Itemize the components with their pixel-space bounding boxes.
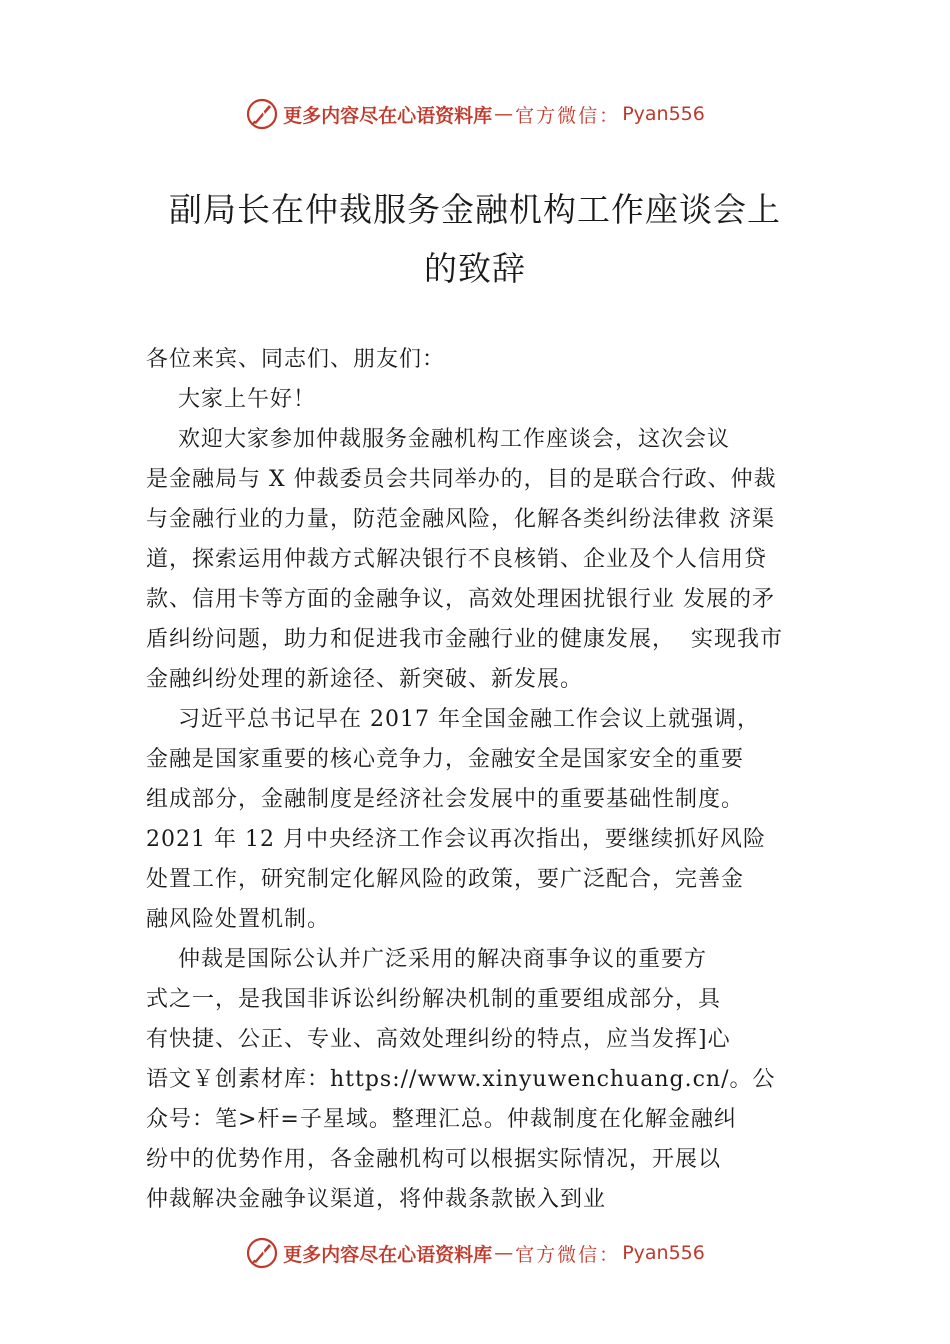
footer-banner	[0, 1235, 950, 1271]
document-title	[0, 180, 950, 298]
body-line: 盾纠纷问题，助力和促进我市金融行业的健康发展， 实现我市	[146, 627, 783, 652]
body-line: 与金融行业的力量，防范金融风险，化解各类纠纷法律救 济渠	[146, 507, 775, 532]
banner-brand: 更多内容尽在心语资料库	[283, 1243, 493, 1266]
document-body	[146, 340, 836, 1220]
banner-wechat-label: 官方微信：	[515, 1243, 621, 1266]
body-line: 金融纠纷处理的新途径、新突破、新发展。	[146, 667, 584, 692]
banner-brand: 更多内容尽在心语资料库	[283, 104, 493, 127]
body-line: 处置工作，研究制定化解风险的政策，要广泛配合，完善金	[146, 867, 745, 892]
body-line: 道，探索运用仲裁方式解决银行不良核销、企业及个人信用贷	[146, 547, 768, 572]
body-line: 各位来宾、同志们、朋友们：	[146, 347, 446, 372]
body-line: 众号：笔>杆=子星域。整理汇总。仲裁制度在化解金融纠	[146, 1107, 737, 1132]
banner-separator: —	[494, 1242, 514, 1264]
body-line: 是金融局与 X 仲裁委员会共同举办的，目的是联合行政、仲裁	[146, 467, 777, 492]
body-line: 组成部分，金融制度是经济社会发展中的重要基础性制度。	[146, 787, 745, 812]
banner-account: Pyan556	[622, 103, 705, 125]
body-line: 式之一，是我国非诉讼纠纷解决机制的重要组成部分，具	[146, 987, 722, 1012]
body-line: 纷中的优势作用，各金融机构可以根据实际情况，开展以	[146, 1147, 722, 1172]
quill-logo-icon	[245, 1236, 279, 1270]
body-line: 有快捷、公正、专业、高效处理纠纷的特点，应当发挥]心	[146, 1027, 731, 1052]
body-line: 2021 年 12 月中央经济工作会议再次指出，要继续抓好风险	[146, 827, 766, 852]
title-line-1: 副局长在仲裁服务金融机构工作座谈会上	[169, 190, 781, 229]
body-line: 金融是国家重要的核心竞争力，金融安全是国家安全的重要	[146, 747, 745, 772]
title-line-2: 的致辞	[424, 249, 526, 288]
body-line: 欢迎大家参加仲裁服务金融机构工作座谈会，这次会议	[146, 427, 730, 452]
quill-logo-icon	[245, 97, 279, 131]
body-line: 融风险处置机制。	[146, 907, 331, 932]
banner-separator: —	[494, 103, 514, 125]
body-line: 大家上午好！	[146, 387, 316, 412]
body-line: 仲裁解决金融争议渠道，将仲裁条款嵌入到业	[146, 1187, 607, 1212]
body-line: 习近平总书记早在 2017 年全国金融工作会议上就强调，	[146, 707, 760, 732]
header-banner	[0, 96, 950, 132]
banner-wechat-label: 官方微信：	[515, 104, 621, 127]
banner-account: Pyan556	[622, 1242, 705, 1264]
body-line: 仲裁是国际公认并广泛采用的解决商事争议的重要方	[146, 947, 707, 972]
body-line: 款、信用卡等方面的金融争议，高效处理困扰银行业 发展的矛	[146, 587, 775, 612]
body-line: 语文￥创素材库：https://www.xinyuwenchuang.cn/。公	[146, 1067, 776, 1092]
